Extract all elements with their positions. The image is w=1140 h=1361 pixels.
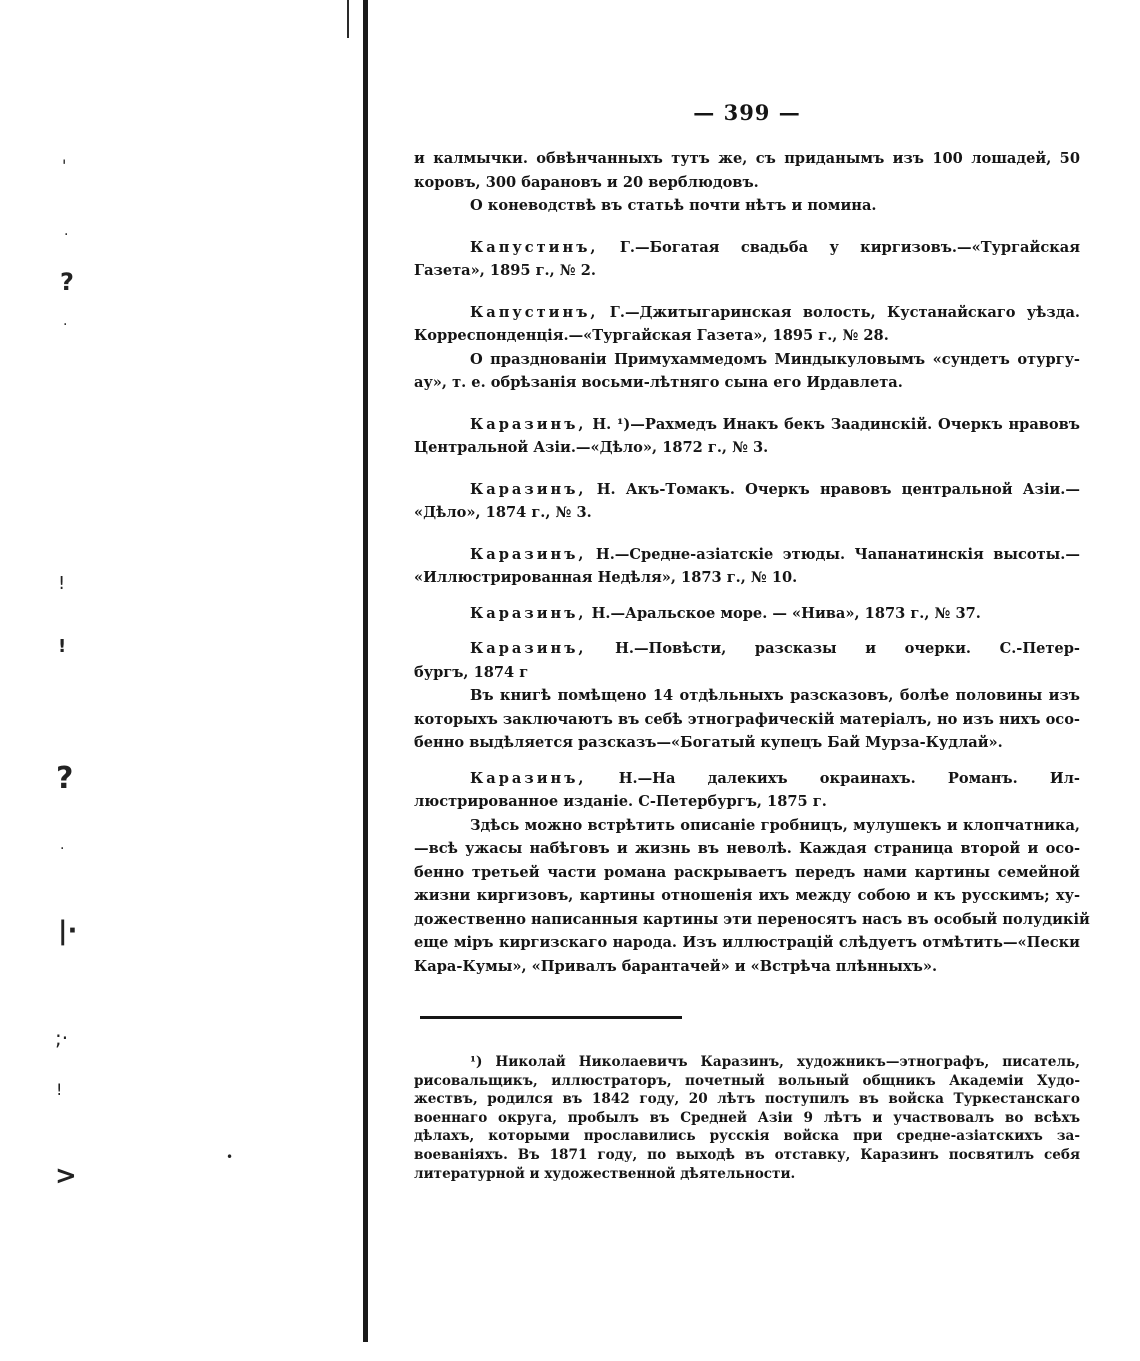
binding-rule [363,0,368,1342]
footnote-line: дѣлахъ, которыми прославились русскія войска при средне-азіатскихъ за- [414,1128,1080,1145]
footnote-line: рисовальщикъ, иллюстраторъ, почетный вольный общникъ Академіи Худо- [414,1072,1080,1089]
entry-author: Каразинъ, [470,415,587,433]
margin-mark: ? [56,761,74,796]
margin-mark: ! [58,573,66,594]
bibliography-entry [414,301,1080,395]
entry-line: Газета», 1895 г., № 2. [414,262,596,279]
margin-mark: • [226,1150,234,1164]
entry-title: Н.—Повѣсти, разсказы и очерки. С.-Петер- [615,640,1080,657]
entry-line: люстрированное изданіе. С-Петербургъ, 1875 г. [414,793,827,810]
entry-title: Н. Акъ-Томакъ. Очеркъ нравовъ центральной Азіи.— [596,480,1080,498]
annotation-line: еще міръ киргизскаго народа. Изъ иллюстрацій слѣдуетъ отмѣтить—«Пески [414,934,1080,951]
annotation-line: Здѣсь можно встрѣтить описаніе гробницъ, мулушекъ и клопчатника, [470,816,1080,834]
annotation-line: которыхъ заключаютъ въ себѣ этнографическій матеріалъ, но изъ нихъ осо- [414,710,1080,728]
entry-line: Центральной Азіи.—«Дѣло», 1872 г., № 3. [414,439,769,456]
entry-line: Корреспонденція.—«Тургайская Газета», 1895 г., № 28. [414,327,889,344]
footnote-line: жествъ, родился въ 1842 году, 20 лѣтъ поступилъ въ войска Туркестанскаго [414,1091,1080,1108]
entry-title: Г.—Джитыгаринская волость, Кустанайскаго уѣзда. [609,303,1080,321]
footnote [414,1053,1080,1183]
margin-mark: · [63,317,68,333]
annotation-line: бенно выдѣляется разсказъ—«Богатый купецъ Бай Мурза-Кудлай». [414,734,1003,751]
margin-mark: ? [60,268,74,296]
bibliography-entry [414,147,1080,218]
entry-title: Н.—Аральское море. — «Нива», 1873 г., № 37. [591,604,981,622]
binding-rule-thin [347,0,349,38]
bibliography-entry [414,637,1080,755]
entry-line: «Иллюстрированная Недѣля», 1873 г., № 10. [414,569,798,586]
entry-title: Н. ¹)—Рахмедъ Инакъ бекъ Заадинскій. Очеркъ нравовъ [592,415,1080,433]
annotation-line: дожественно написанныя картины эти переносятъ насъ въ особый полудикій [414,910,1090,928]
annotation-line: —всѣ ужасы набѣговъ и жизнь въ неволѣ. Каждая страница второй и осо- [414,840,1080,857]
entry-author: Капустинъ, [470,303,599,321]
entry-author: Каразинъ, [470,545,587,563]
annotation-line: Въ книгѣ помѣщено 14 отдѣльныхъ разсказовъ, болѣе половины изъ [470,687,1080,704]
footnote-line: литературной и художественной дѣятельности. [414,1165,796,1182]
annotation-line: жизни киргизовъ, картины отношенія ихъ между собою и къ русскимъ; ху- [414,887,1080,904]
bibliography-entry [414,602,1080,626]
footnote-rule [420,1016,682,1019]
entry-line: «Дѣло», 1874 г., № 3. [414,504,592,521]
annotation-line: О празднованіи Примухаммедомъ Миндыкуловымъ «сундетъ отургу- [470,350,1080,368]
footnote-line: ¹) Николай Николаевичъ Каразинъ, художникъ—этнографъ, писатель, [470,1054,1080,1070]
margin-mark: ' [62,156,67,175]
entry-author: Каразинъ, [470,769,587,787]
entry-author: Капустинъ, [470,238,599,256]
bibliography-entry [414,236,1080,283]
margin-mark: ;· [55,1026,69,1050]
margin-mark: ! [56,1080,63,1099]
annotation-line: ау», т. е. обрѣзанія восьми-лѣтняго сына его Ирдавлета. [414,374,903,391]
entry-title: Г.—Богатая свадьба у киргизовъ.—«Тургайская [619,238,1080,256]
annotation-line: О коневодствѣ въ статьѣ почти нѣтъ и помина. [470,197,877,214]
margin-mark: · [64,227,69,243]
bibliography-entry [414,543,1080,590]
page-number: — 399 — [693,100,801,125]
page-body [414,100,1090,1183]
entry-title: Н.—На далекихъ окраинахъ. Романъ. Ил- [618,769,1080,787]
footnote-line: военнаго округа, пробылъ въ Средней Азіи 9 лѣтъ и участвовалъ во всѣхъ [414,1109,1080,1126]
entry-author: Каразинъ, [470,480,587,498]
bibliography-entry [414,413,1080,460]
entry-line: бургъ, 1874 г [414,663,529,681]
bibliography-entry [414,767,1090,979]
margin-mark: ! [58,636,67,657]
annotation-line: бенно третьей части романа раскрываетъ передъ нами картины семейной [414,863,1080,881]
entry-title: Н.—Средне-азіатскіе этюды. Чапанатинскія высоты.— [595,545,1080,563]
entry-author: Каразинъ, [470,604,587,622]
bibliography-entry [414,478,1080,525]
margin-mark: |· [58,916,78,946]
margin-mark: · [60,841,65,857]
entry-author: Каразинъ, [470,640,587,657]
margin-mark: > [55,1161,77,1191]
annotation-line: Кара-Кумы», «Привалъ барантачей» и «Встрѣча плѣнныхъ». [414,957,938,975]
entry-line: и калмычки. обвѣнчанныхъ тутъ же, съ приданымъ изъ 100 лошадей, 50 [414,150,1080,167]
entry-line: коровъ, 300 барановъ и 20 верблюдовъ. [414,173,759,191]
footnote-line: воеваніяхъ. Въ 1871 году, по выходѣ въ отставку, Каразинъ посвятилъ себя [414,1146,1080,1163]
